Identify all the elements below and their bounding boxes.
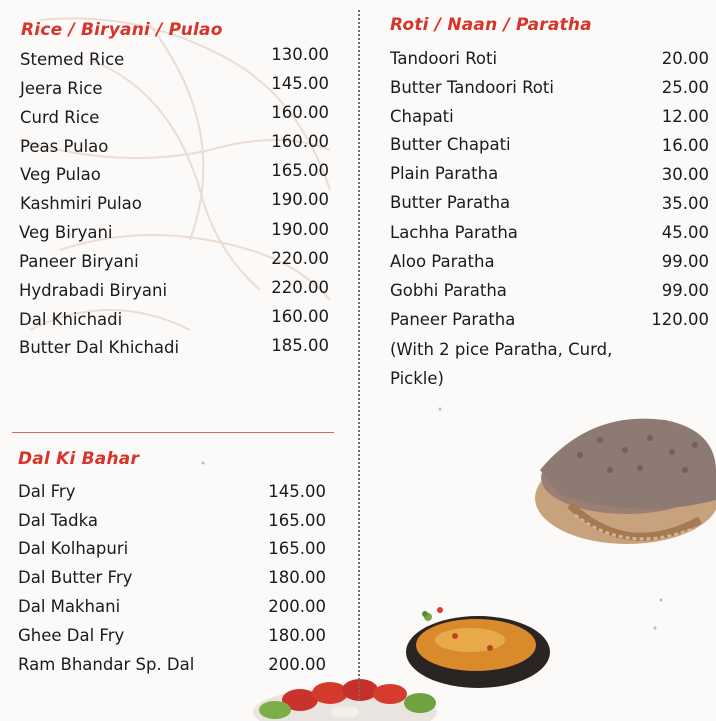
menu-item-price: 180.00 [268,568,326,587]
menu-item-name: Dal Makhani [18,597,121,616]
dal-bowl-image [406,607,550,688]
paratha-note-line1: (With 2 pice Paratha, Curd, [390,340,613,359]
column-divider [358,10,360,700]
menu-item-name: Curd Rice [20,108,100,127]
menu-item-price: 160.00 [271,307,329,326]
menu-item-price: 145.00 [268,482,326,501]
salad-plate-image [253,679,437,721]
menu-item-name: Dal Khichadi [19,310,123,329]
menu-item-name: Tandoori Roti [390,49,498,68]
menu-item-name: Butter Paratha [390,193,511,212]
roti-section-title: Roti / Naan / Paratha [390,15,592,35]
menu-item-name: Ghee Dal Fry [18,626,125,645]
menu-item-price: 180.00 [268,626,326,645]
menu-item-price: 145.00 [271,74,329,93]
menu-item-name: Butter Chapati [390,135,511,154]
menu-item-price: 200.00 [268,655,326,674]
menu-item-price: 130.00 [271,45,329,64]
menu-item-name: Peas Pulao [20,137,109,156]
dal-section-title: Dal Ki Bahar [18,449,140,469]
menu-item-name: Veg Pulao [20,165,101,184]
menu-item-name: Paneer Biryani [19,252,139,271]
menu-item-name: Paneer Paratha [390,310,516,329]
menu-item-name: Aloo Paratha [390,252,495,271]
menu-item-price: 12.00 [661,107,709,126]
menu-item-price: 190.00 [271,220,329,239]
bread-basket-image [535,419,716,544]
menu-item-name: Chapati [390,107,454,126]
menu-item-price: 165.00 [268,511,326,530]
menu-item-name: Plain Paratha [390,164,499,183]
menu-item-price: 160.00 [271,132,329,151]
menu-item-name: Butter Tandoori Roti [390,78,554,97]
menu-item-price: 25.00 [661,78,709,97]
menu-item-name: Gobhi Paratha [390,281,507,300]
menu-item-price: 99.00 [661,281,709,300]
menu-item-price: 120.00 [651,310,709,329]
menu-item-name: Butter Dal Khichadi [19,338,180,357]
menu-item-price: 16.00 [661,136,709,155]
menu-item-price: 20.00 [661,49,709,68]
menu-item-price: 185.00 [271,336,329,355]
menu-item-name: Kashmiri Pulao [20,194,142,213]
menu-item-name: Dal Tadka [18,511,98,530]
menu-item-price: 220.00 [271,278,329,297]
menu-item-price: 35.00 [661,194,709,213]
menu-item-price: 99.00 [661,252,709,271]
menu-item-price: 30.00 [661,165,709,184]
menu-item-price: 45.00 [661,223,709,242]
menu-item-name: Stemed Rice [20,50,125,69]
menu-item-name: Jeera Rice [20,79,103,98]
menu-item-name: Veg Biryani [19,223,113,242]
menu-item-price: 165.00 [268,539,326,558]
menu-item-name: Lachha Paratha [390,223,518,242]
menu-item-price: 165.00 [271,161,329,180]
menu-item-name: Hydrabadi Biryani [19,281,168,300]
menu-item-price: 190.00 [271,190,329,209]
menu-item-name: Dal Fry [18,482,76,501]
menu-item-name: Ram Bhandar Sp. Dal [18,655,195,674]
menu-item-price: 160.00 [271,103,329,122]
rice-section-title: Rice / Biryani / Pulao [21,20,223,40]
section-divider [12,432,334,433]
menu-item-name: Dal Butter Fry [18,568,133,587]
paratha-note-line2: Pickle) [390,369,444,388]
menu-item-price: 200.00 [268,597,326,616]
menu-item-price: 220.00 [271,249,329,268]
menu-item-name: Dal Kolhapuri [18,539,129,558]
